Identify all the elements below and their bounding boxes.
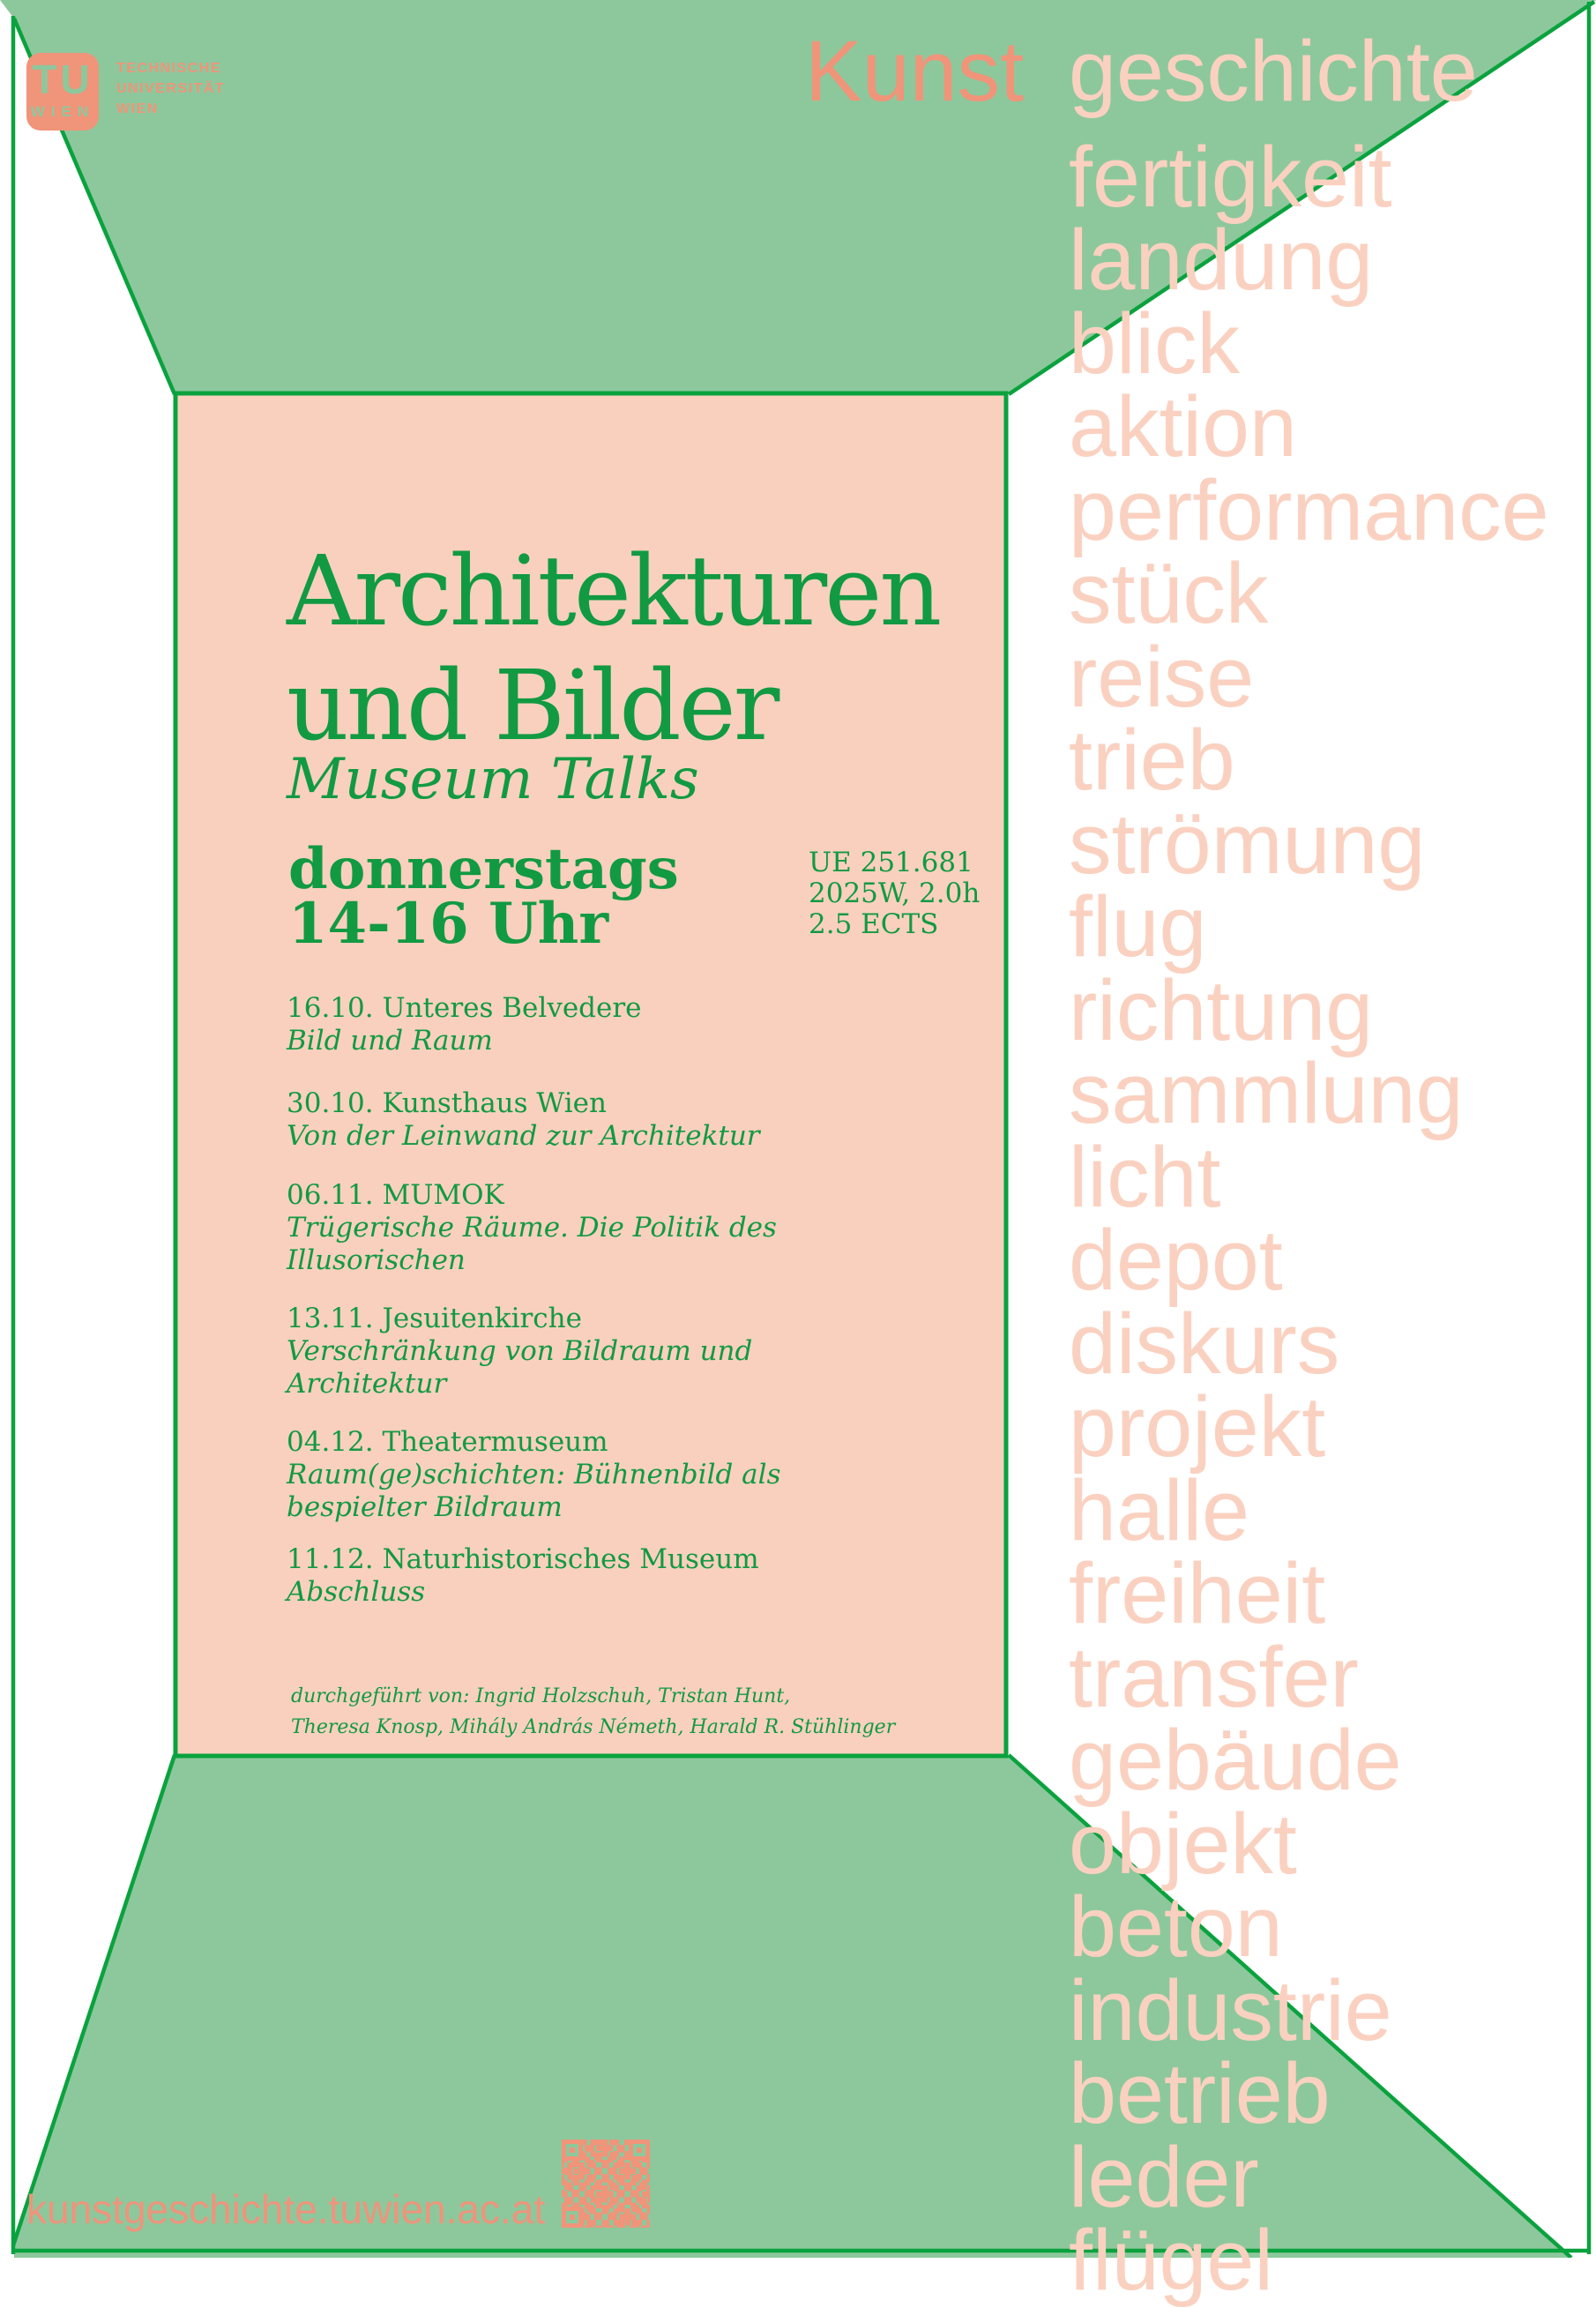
credits-line: durchgeführt von: Ingrid Holzschuh, Tristan Hunt, <box>291 1685 791 1707</box>
schedule-item <box>287 1179 777 1277</box>
schedule-date-venue: 16.10. Unteres Belvedere <box>287 992 642 1024</box>
poster-subtitle: Museum Talks <box>287 747 699 812</box>
caption-line: UNIVERSITÄT <box>116 81 226 96</box>
schedule-topic: bespielter Bildraum <box>287 1491 563 1523</box>
time-line1: donnerstags <box>288 836 679 902</box>
keyword: strömung <box>1069 795 1426 892</box>
keyword: flügel <box>1069 2212 1273 2308</box>
schedule-date-venue: 13.11. Jesuitenkirche <box>287 1303 582 1334</box>
keyword: landung <box>1069 212 1374 308</box>
keyword: blick <box>1069 295 1241 392</box>
time-line2: 14-16 Uhr <box>288 891 609 957</box>
schedule-date-venue: 30.10. Kunsthaus Wien <box>287 1087 607 1119</box>
schedule-item <box>287 1543 759 1609</box>
keyword: beton <box>1069 1879 1283 1975</box>
tu-wien-caption <box>116 58 225 119</box>
keyword: sammlung <box>1069 1045 1464 1141</box>
credits <box>291 1681 895 1743</box>
schedule-topic: Verschränkung von Bildraum und <box>287 1335 753 1367</box>
keyword: stück <box>1069 545 1269 641</box>
tu-logo-letters: TU <box>32 56 93 102</box>
caption-line: WIEN <box>116 101 159 116</box>
schedule-topic: Von der Leinwand zur Architektur <box>287 1120 760 1152</box>
keyword: transfer <box>1069 1628 1359 1725</box>
course-ects: 2.5 ECTS <box>809 908 939 940</box>
keyword: halle <box>1069 1461 1249 1558</box>
schedule-topic: Abschluss <box>287 1576 426 1608</box>
website-url: kunstgeschichte.tuwien.ac.at <box>26 2186 546 2232</box>
keyword: objekt <box>1069 1795 1297 1892</box>
qr-code <box>562 2140 650 2228</box>
keyword: projekt <box>1069 1378 1326 1475</box>
keyword: flug <box>1069 878 1207 975</box>
schedule-item <box>287 1303 752 1400</box>
keyword: diskurs <box>1069 1295 1340 1392</box>
keyword: leder <box>1069 2128 1259 2225</box>
course-number: UE 251.681 <box>809 847 973 878</box>
schedule-item <box>287 992 642 1057</box>
caption-line: TECHNISCHE <box>116 61 222 76</box>
qr-finder-icon <box>562 2207 583 2228</box>
poster-title-line1: Architekturen <box>287 534 940 647</box>
course-semester: 2025W, 2.0h <box>809 878 981 909</box>
credits-line: Theresa Knosp, Mihály András Németh, Harald R. Stühlinger <box>291 1716 896 1738</box>
tu-wien-logo <box>26 53 99 131</box>
poster-title-line2: und Bilder <box>287 649 778 762</box>
keyword: richtung <box>1069 961 1374 1058</box>
headline-geschichte: geschichte <box>1069 23 1478 119</box>
keyword: aktion <box>1069 378 1297 474</box>
keyword: performance <box>1069 461 1549 558</box>
keyword: industrie <box>1069 1961 1392 2058</box>
keyword: trieb <box>1069 712 1235 808</box>
schedule-date-venue: 11.12. Naturhistorisches Museum <box>287 1543 759 1575</box>
schedule-item <box>287 1087 760 1153</box>
keyword: betrieb <box>1069 2045 1331 2141</box>
keyword: licht <box>1069 1128 1221 1225</box>
qr-finder-icon <box>562 2140 583 2161</box>
schedule-date-venue: 06.11. MUMOK <box>287 1179 504 1211</box>
keyword: reise <box>1069 628 1255 725</box>
tu-logo-wien: WIEN <box>30 103 95 120</box>
keyword: gebäude <box>1069 1712 1402 1808</box>
schedule-topic: Architektur <box>287 1368 447 1400</box>
course-info <box>809 848 980 940</box>
headline-kunst: Kunst <box>805 23 1025 119</box>
keyword: freiheit <box>1069 1545 1326 1641</box>
schedule-topic: Illusorischen <box>287 1244 466 1276</box>
schedule-item <box>287 1426 780 1524</box>
schedule-topic: Trügerische Räume. Die Politik des <box>287 1212 777 1244</box>
qr-finder-icon <box>629 2140 650 2161</box>
keyword: depot <box>1069 1212 1283 1308</box>
schedule-date-venue: 04.12. Theatermuseum <box>287 1426 608 1458</box>
keyword: fertigkeit <box>1069 128 1392 225</box>
schedule-topic: Bild und Raum <box>287 1025 493 1057</box>
schedule-topic: Raum(ge)schichten: Bühnenbild als <box>287 1459 781 1490</box>
